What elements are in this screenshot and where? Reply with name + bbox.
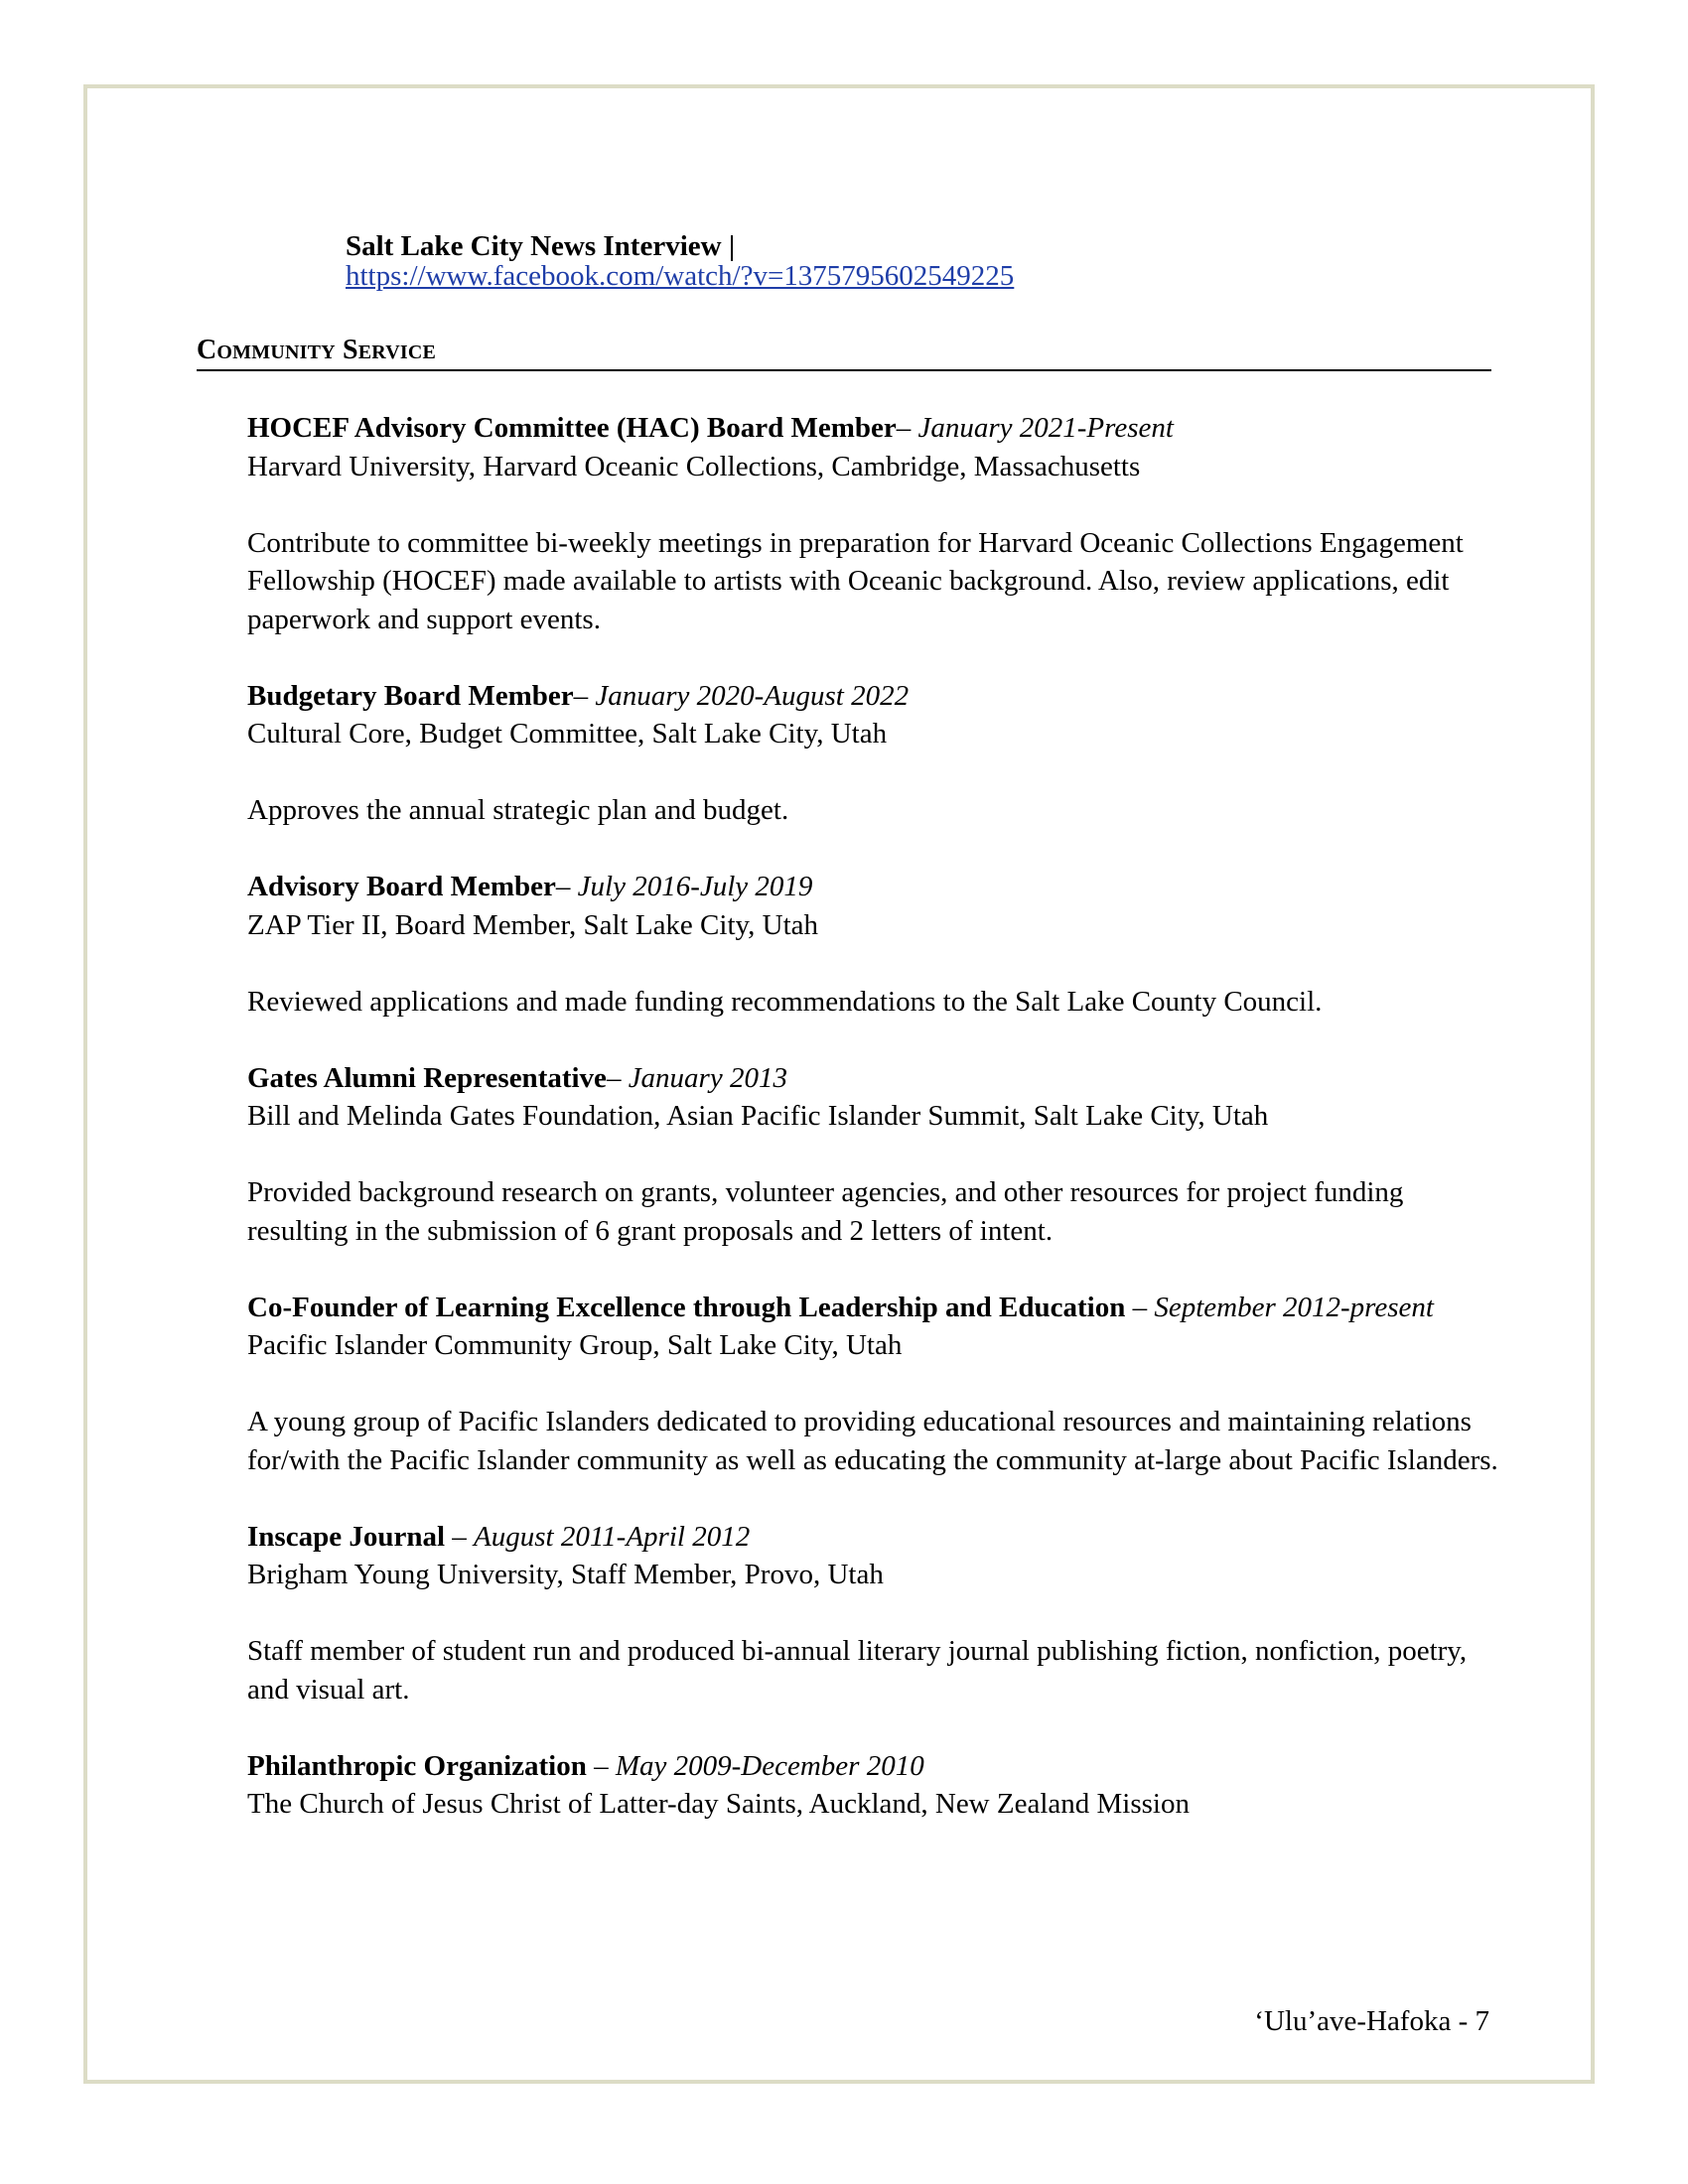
entry-heading [247,868,1498,906]
entry-description: Approves the annual strategic plan and budget. [247,794,789,826]
section-heading-community-service: Community Service [197,332,1491,371]
entry-heading [247,1747,1498,1786]
service-entry [247,1059,1498,1251]
entry-heading [247,677,1498,716]
entry-separator: – [555,871,578,902]
entry-organization: The Church of Jesus Christ of Latter-day Saints, Auckland, New Zealand Mission [247,1788,1190,1820]
entry-dates: July 2016-July 2019 [577,871,813,902]
entry-dates: September 2012-present [1154,1291,1434,1323]
entry-organization: Pacific Islander Community Group, Salt Lake City, Utah [247,1329,903,1361]
community-service-list [247,409,1498,1861]
entry-dates: August 2011-April 2012 [474,1520,751,1553]
entry-organization: ZAP Tier II, Board Member, Salt Lake City, Utah [247,908,819,941]
entry-role: Budgetary Board Member [247,679,574,712]
entry-dates: May 2009-December 2010 [615,1749,924,1782]
service-entry [247,1747,1498,1824]
entry-role: Gates Alumni Representative [247,1061,607,1094]
entry-separator: – [1125,1291,1155,1323]
entry-separator: – [445,1520,475,1553]
entry-separator: – [606,1061,629,1094]
entry-description: Provided background research on grants, volunteer agencies, and other resources for project funding resulting in the submission of 6 grant proposals and 2 letters of intent. [247,1176,1404,1247]
entry-role: Co-Founder of Learning Excellence through Leadership and Education [247,1291,1126,1323]
entry-dates: January 2020-August 2022 [595,679,910,712]
entry-role: Advisory Board Member [247,871,556,902]
entry-description: Staff member of student run and produced bi-annual literary journal publishing fiction, nonfiction, poetry, and visual art. [247,1635,1468,1706]
entry-description: Contribute to committee bi-weekly meetings in preparation for Harvard Oceanic Collections Engagement Fellowship (HOCEF) made available to artists with Oceanic background. Also, review applications, edit paperwork and support events. [247,526,1464,635]
service-entry [247,868,1498,1021]
entry-organization: Bill and Melinda Gates Foundation, Asian Pacific Islander Summit, Salt Lake City, Utah [247,1100,1269,1132]
entry-organization: Harvard University, Harvard Oceanic Collections, Cambridge, Massachusetts [247,450,1141,482]
service-entry [247,409,1498,638]
entry-heading [247,409,1498,448]
service-entry [247,1289,1498,1480]
page-footer: ‘Ulu’ave-Hafoka - 7 [1254,2005,1489,2037]
entry-role: Philanthropic Organization [247,1749,587,1782]
entry-organization: Brigham Young University, Staff Member, Provo, Utah [247,1559,884,1590]
entry-heading [247,1059,1498,1098]
entry-description: A young group of Pacific Islanders dedicated to providing educational resources and maintaining relations for/with the Pacific Islander community as well as educating the community at-large about Pacific Islanders. [247,1406,1498,1476]
entry-separator: – [896,412,918,444]
service-entry [247,1518,1498,1709]
interview-block [346,231,1487,291]
interview-link[interactable]: https://www.facebook.com/watch/?v=1375795602549225 [346,260,1015,292]
entry-dates: January 2013 [628,1061,787,1094]
entry-separator: – [573,679,596,712]
entry-role: Inscape Journal [247,1520,446,1553]
entry-role: HOCEF Advisory Committee (HAC) Board Member [247,412,897,444]
interview-title: Salt Lake City News Interview | [346,230,736,262]
entry-description: Reviewed applications and made funding recommendations to the Salt Lake County Council. [247,985,1323,1018]
entry-dates: January 2021-Present [917,412,1174,444]
entry-heading [247,1518,1498,1557]
entry-heading [247,1289,1498,1327]
service-entry [247,677,1498,830]
entry-organization: Cultural Core, Budget Committee, Salt Lake City, Utah [247,718,888,750]
entry-separator: – [586,1749,616,1782]
